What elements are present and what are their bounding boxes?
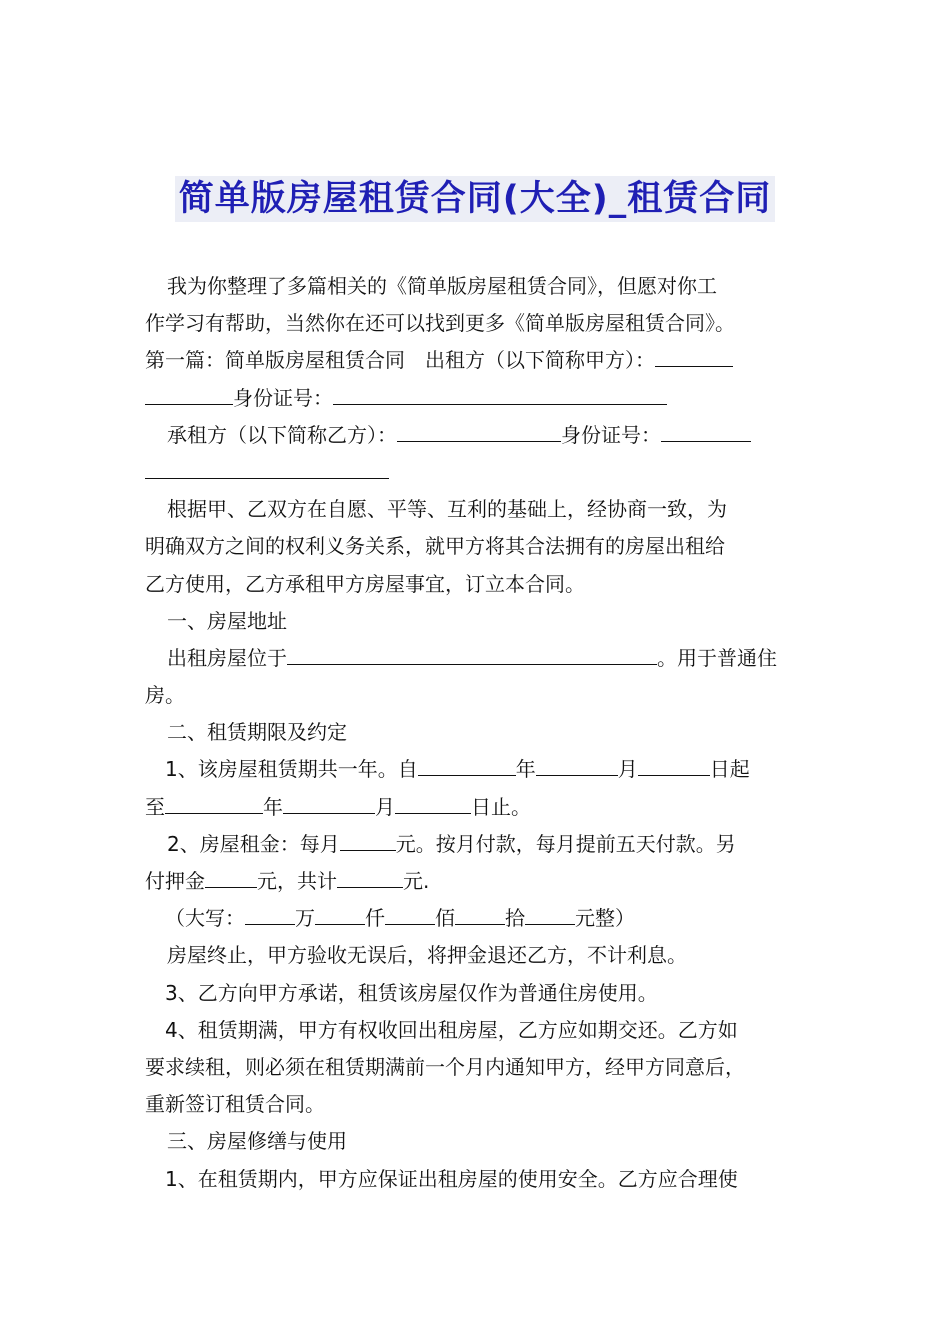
blank-line <box>205 867 257 888</box>
blank-line <box>397 421 561 442</box>
blank-line <box>418 755 516 776</box>
text-segment: 重新签订租赁合同。 <box>145 1092 325 1117</box>
text-segment: 至 <box>145 794 165 819</box>
text-segment: 年 <box>263 794 283 819</box>
text-segment: 日起 <box>709 757 750 782</box>
text-segment: 出租房屋位于 <box>167 645 287 670</box>
text-segment: 身份证号： <box>561 422 661 447</box>
blank-line <box>385 904 435 925</box>
text-segment: 乙方使用，乙方承租甲方房屋事宜，订立本合同。 <box>145 571 585 596</box>
paragraph-line <box>145 751 825 788</box>
paragraph-line <box>145 454 825 491</box>
blank-line <box>395 793 471 814</box>
blank-line <box>145 384 233 405</box>
blank-line <box>455 904 505 925</box>
text-segment: 作学习有帮助，当然你在还可以找到更多《简单版房屋租赁合同》。 <box>145 311 735 336</box>
text-segment: 万 <box>295 906 315 931</box>
paragraph-line <box>145 268 825 305</box>
section-heading <box>145 714 825 751</box>
text-segment: 第一篇：简单版房屋租赁合同 出租方（以下简称甲方）： <box>145 348 655 373</box>
paragraph-line <box>145 1161 825 1198</box>
text-segment: 月 <box>375 794 395 819</box>
text-segment: 2、房屋租金：每月 <box>167 831 340 856</box>
paragraph-line <box>145 677 825 714</box>
blank-line <box>661 421 751 442</box>
text-segment: 拾 <box>505 906 525 931</box>
paragraph-line <box>145 937 825 974</box>
text-segment: 日止。 <box>471 794 531 819</box>
text-segment: 元。按月付款，每月提前五天付款。另 <box>395 831 736 856</box>
text-segment: 仟 <box>365 906 385 931</box>
document-title: 简单版房屋租赁合同(大全)_租赁合同 <box>175 176 776 222</box>
paragraph-line <box>145 863 825 900</box>
text-segment: 一、房屋地址 <box>167 608 287 633</box>
blank-line <box>287 644 657 665</box>
text-segment: 1、在租赁期内，甲方应保证出租房屋的使用安全。乙方应合理使 <box>165 1166 738 1191</box>
paragraph-line <box>145 789 825 826</box>
blank-line <box>638 755 710 776</box>
blank-line <box>333 384 667 405</box>
paragraph-line <box>145 640 825 677</box>
paragraph-line <box>145 342 825 379</box>
text-segment: 承租方（以下简称乙方）： <box>167 422 397 447</box>
text-segment: 元. <box>403 869 430 893</box>
paragraph-line <box>145 900 825 937</box>
blank-line <box>283 793 375 814</box>
blank-line <box>165 793 263 814</box>
text-segment: 3、乙方向甲方承诺，租赁该房屋仅作为普通住房使用。 <box>165 980 658 1005</box>
paragraph-line <box>145 417 825 454</box>
blank-line <box>315 904 365 925</box>
section-heading <box>145 603 825 640</box>
text-segment: 元，共计 <box>257 869 337 893</box>
text-segment: 付押金 <box>145 869 205 893</box>
text-segment: 房屋终止，甲方验收无误后，将押金退还乙方，不计利息。 <box>167 943 687 968</box>
title-container <box>0 176 950 222</box>
text-segment: 我为你整理了多篇相关的《简单版房屋租赁合同》，但愿对你工 <box>167 274 717 298</box>
text-segment: 。用于普通住 <box>657 645 777 670</box>
paragraph-line <box>145 380 825 417</box>
text-segment: 4、租赁期满，甲方有权收回出租房屋，乙方应如期交还。乙方如 <box>165 1017 738 1042</box>
text-segment: 明确双方之间的权利义务关系，就甲方将其合法拥有的房屋出租给 <box>145 534 725 559</box>
paragraph-line <box>145 1086 825 1123</box>
blank-line <box>145 458 389 479</box>
paragraph-line <box>145 491 825 528</box>
paragraph-line <box>145 1049 825 1086</box>
text-segment: 元整） <box>575 906 635 931</box>
paragraph-line <box>145 975 825 1012</box>
document-body <box>145 268 825 1198</box>
blank-line <box>245 904 295 925</box>
blank-line <box>340 830 396 851</box>
text-segment: 房。 <box>145 683 185 708</box>
paragraph-line <box>145 305 825 342</box>
text-segment: 身份证号： <box>233 385 333 410</box>
text-segment: 月 <box>617 757 638 782</box>
section-heading <box>145 1123 825 1160</box>
text-segment: 年 <box>515 757 536 782</box>
paragraph-line <box>145 528 825 565</box>
text-segment: 1、该房屋租赁期共一年。自 <box>165 757 418 782</box>
blank-line <box>536 755 618 776</box>
text-segment: 佰 <box>435 906 455 931</box>
blank-line <box>655 346 733 367</box>
paragraph-line <box>145 1012 825 1049</box>
text-segment: 二、租赁期限及约定 <box>167 720 347 745</box>
text-segment: 根据甲、乙双方在自愿、平等、互利的基础上，经协商一致，为 <box>167 497 727 522</box>
text-segment: 要求续租，则必须在租赁期满前一个月内通知甲方，经甲方同意后， <box>145 1054 745 1079</box>
text-segment: 三、房屋修缮与使用 <box>167 1129 347 1154</box>
paragraph-line <box>145 566 825 603</box>
blank-line <box>337 867 403 888</box>
blank-line <box>525 904 575 925</box>
paragraph-line <box>145 826 825 863</box>
text-segment: （大写： <box>165 906 245 931</box>
